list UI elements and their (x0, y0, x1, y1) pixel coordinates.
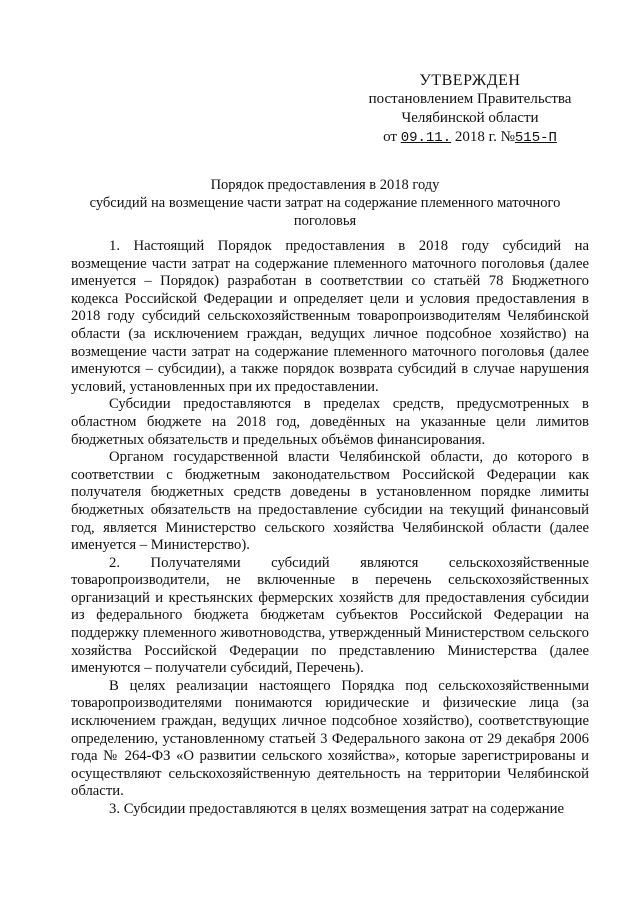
approval-number: 515-П (514, 130, 557, 146)
document-title-line-3: поголовья (293, 213, 357, 229)
paragraph: 3. Субсидии предоставляются в целях возмещения затрат на содержание (109, 801, 564, 817)
document-body (71, 238, 589, 819)
date-prefix: от (383, 129, 397, 145)
approval-title: УТВЕРЖДЕН (419, 72, 521, 89)
approval-date-line (340, 128, 600, 148)
approval-year: 2018 г. (454, 129, 497, 145)
document-title (60, 176, 590, 230)
paragraph: Субсидии предоставляются в пределах средств, предусмотренных в областном бюджете на 2018 год, доведённых на указанные цели лимитов бюджетных обязательств и предельных объёмов финансирования. (71, 396, 589, 448)
number-prefix: № (500, 129, 515, 145)
document-title-line-1: Порядок предоставления в 2018 году (210, 177, 440, 193)
document-title-line-2: субсидий на возмещение части затрат на содержание племенного маточного (89, 195, 561, 211)
paragraph: Органом государственной власти Челябинской области, до которого в соответствии с бюджетным законодательством Российской Федерации как получателя бюджетных средств доведены в установленном порядке лимиты бюджетных обязательств на предоставление субсидии на текущий финансовый год, является Министерство сельского хозяйства Челябинской области (далее именуется – Министерство). (71, 449, 589, 554)
approval-line-1: постановлением Правительства (368, 91, 572, 107)
approval-stamp (340, 71, 600, 148)
paragraph: 2. Получателями субсидий являются сельскохозяйственные товаропроизводители, не включенные в перечень сельскохозяйственных организаций и крестьянских фермерских хозяйств для предоставления субсидии из федерального бюджета бюджетам субъектов Российской Федерации на поддержку племенного животноводства, утвержденный Министерством сельского хозяйства Российской Федерации по представлению Министерства (далее именуются – получатели субсидий, Перечень). (71, 554, 589, 677)
paragraph: В целях реализации настоящего Порядка под сельскохозяйственными товаропроизводителями понимаются юридические и физические лица (за исключением граждан, ведущих личное подсобное хозяйство), соответствующие определению, установленному статьей 3 Федерального закона от 29 декабря 2006 года № 264-ФЗ «О развитии сельского хозяйства», которые зарегистрированы и осуществляют сельскохозяйственную деятельность на территории Челябинской области. (71, 677, 589, 800)
approval-line-2: Челябинской области (401, 110, 539, 126)
approval-date: 09.11. (400, 130, 452, 146)
paragraph: 1. Настоящий Порядок предоставления в 2018 году субсидий на возмещение части затрат на содержание племенного маточного поголовья (далее именуется – Порядок) разработан в соответствии со статьёй 78 Бюджетного кодекса Российской Федерации и определяет цели и условия предоставления в 2018 году субсидий сельскохозяйственным товаропроизводителям Челябинской области (за исключением граждан, ведущих личное подсобное хозяйство) на возмещение части затрат на содержание племенного маточного поголовья (далее именуются – субсидии), а также порядок возврата субсидий в случае нарушения условий, установленных при их предоставлении. (71, 238, 589, 395)
